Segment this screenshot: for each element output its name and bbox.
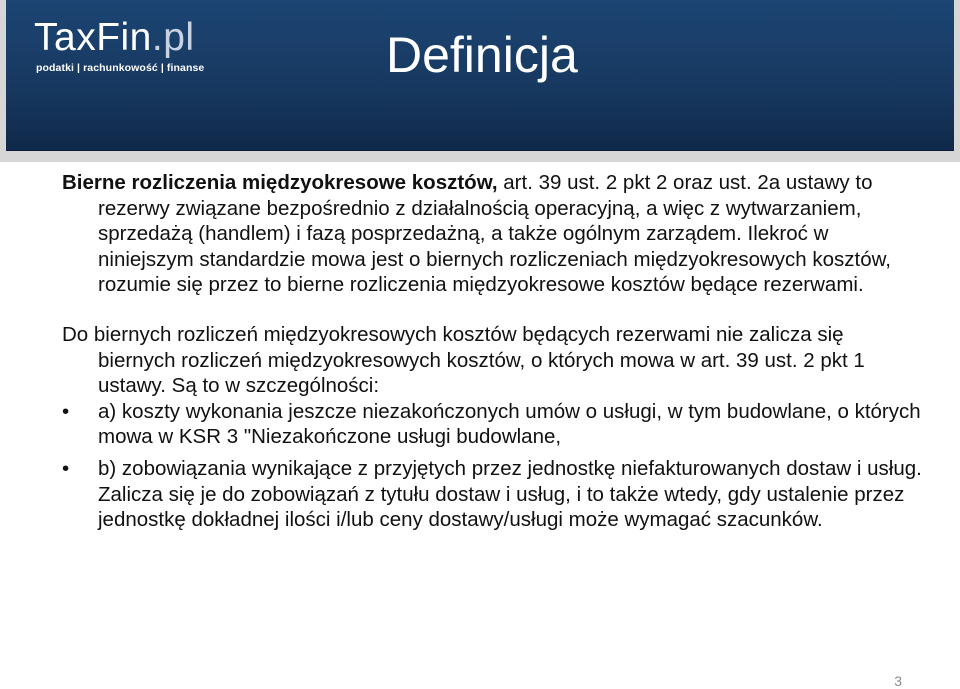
slide-body [62,170,922,533]
page-number: 3 [894,673,902,689]
definition-paragraph [62,170,922,298]
slide-title: Definicja [386,27,578,83]
definition-term: Bierne rozliczenia międzyokresowe kosztów, [62,171,498,194]
bullet-icon: • [62,456,70,480]
definition-text: art. 39 ust. 2 pkt 2 oraz ust. 2a ustawy to rezerwy związane bezpośrednio z działalnością operacyjną, a więc z wytwarzaniem, sprzedażą (handlem) i fazą posprzedażną, a także ogólnym zarządem. Ilekroć w niniejszym standardzie mowa jest o biernych rozliczeniach międzyokresowych kosztów, rozumie się przez to bierne rozliczenia międzyokresowe kosztów będące rezerwami. [98,171,891,297]
logo-suffix: .pl [151,16,195,59]
list-item [62,456,922,533]
exclusions-paragraph: Do biernych rozliczeń międzyokresowych kosztów będących rezerwami nie zalicza się biernych rozliczeń międzyokresowych kosztów, o których mowa w art. 39 ust. 2 pkt 1 ustawy. Są to w szczególności: [62,322,865,398]
list-item-text: a) koszty wykonania jeszcze niezakończonych umów o usługi, w tym budowlane, o których mowa w KSR 3 "Niezakończone usługi budowlane, [98,399,921,449]
bullet-icon: • [62,399,70,423]
list-item [62,399,922,450]
header-bar [6,0,954,151]
taxfin-logo [34,18,195,57]
logo-tagline: podatki | rachunkowość | finanse [36,62,205,74]
list-item-text: b) zobowiązania wynikające z przyjętych przez jednostkę niefakturowanych dostaw i usług. Zalicza się je do zobowiązań z tytułu dostaw i usług, i to także wtedy, gdy ustalenie przez jednostkę dokładnej ilości i/lub ceny dostawy/usługi może wymagać szacunków. [98,456,922,532]
slide-header [0,0,960,162]
logo-text: TaxFin [34,16,152,59]
